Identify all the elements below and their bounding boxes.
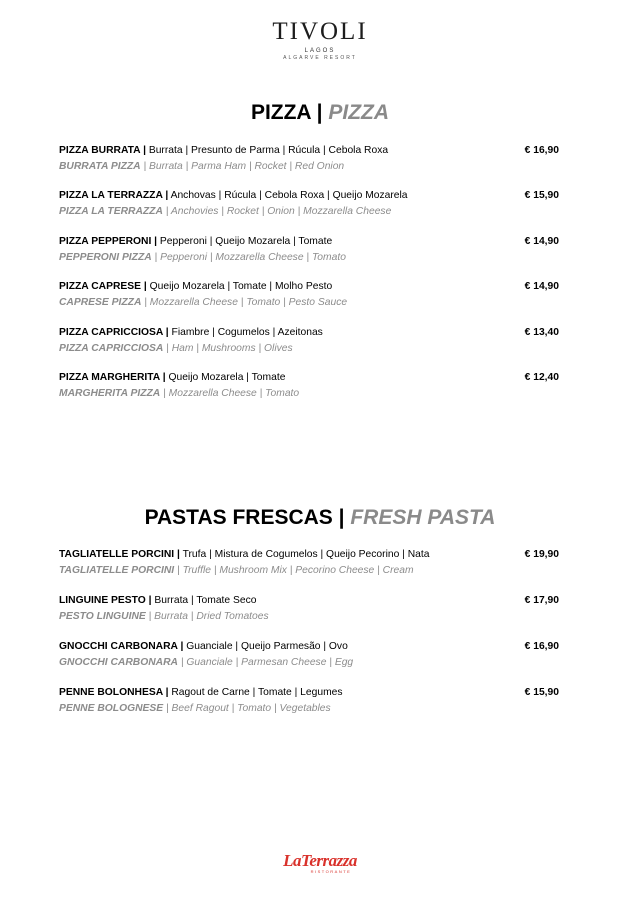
item-price: € 15,90 bbox=[524, 190, 559, 201]
menu-item bbox=[59, 640, 559, 670]
item-price: € 17,90 bbox=[524, 595, 559, 606]
section-title-pizza bbox=[0, 101, 640, 125]
menu-item bbox=[59, 371, 559, 401]
section-title-en: PIZZA bbox=[328, 101, 390, 124]
item-en-name: TAGLIATELLE PORCINI bbox=[59, 565, 175, 576]
item-price: € 16,90 bbox=[524, 145, 559, 156]
section-title-en: FRESH PASTA bbox=[350, 506, 496, 529]
item-name: PIZZA PEPPERONI | bbox=[59, 236, 158, 247]
item-en-name: BURRATA PIZZA bbox=[59, 161, 141, 172]
item-en-name: PIZZA CAPRICCIOSA bbox=[59, 343, 164, 354]
item-en-name: PIZZA LA TERRAZZA bbox=[59, 206, 163, 217]
section-title-pt: PIZZA | bbox=[250, 101, 323, 124]
item-ingredients: Ragout de Carne | Tomate | Legumes bbox=[168, 687, 343, 698]
item-name: PIZZA BURRATA | bbox=[59, 145, 146, 156]
item-en-ingredients: | Anchovies | Rocket | Onion | Mozzarella Cheese bbox=[162, 206, 392, 217]
item-ingredients: Anchovas | Rúcula | Cebola Roxa | Queijo Mozarela bbox=[168, 190, 408, 201]
item-name: PIZZA LA TERRAZZA | bbox=[59, 190, 169, 201]
item-name: PIZZA CAPRICCIOSA | bbox=[59, 327, 169, 338]
menu-item bbox=[59, 280, 559, 310]
item-name: LINGUINE PESTO | bbox=[59, 595, 152, 606]
item-en-name: GNOCCHI CARBONARA bbox=[59, 657, 178, 668]
tivoli-logo bbox=[0, 18, 640, 61]
logo-brand: TIVOLI bbox=[272, 18, 368, 45]
item-en-ingredients: | Beef Ragout | Tomato | Vegetables bbox=[163, 703, 331, 714]
item-ingredients: Queijo Mozarela | Tomate bbox=[165, 372, 286, 383]
menu-item bbox=[59, 594, 559, 624]
item-price: € 14,90 bbox=[524, 236, 559, 247]
item-price: € 12,40 bbox=[524, 372, 559, 383]
section-title-pt: PASTAS FRESCAS | bbox=[144, 506, 345, 529]
item-en-ingredients: | Guanciale | Parmesan Cheese | Egg bbox=[177, 657, 354, 668]
item-ingredients: Trufa | Mistura de Cogumelos | Queijo Pecorino | Nata bbox=[179, 549, 430, 560]
item-en-ingredients: | Ham | Mushrooms | Olives bbox=[163, 343, 293, 354]
item-en-ingredients: | Burrata | Parma Ham | Rocket | Red Onion bbox=[140, 161, 345, 172]
menu-item bbox=[59, 548, 559, 578]
item-en-ingredients: | Mozzarella Cheese | Tomato | Pesto Sauce bbox=[141, 297, 348, 308]
footer-sub: RISTORANTE bbox=[310, 869, 352, 874]
item-en-name: CAPRESE PIZZA bbox=[59, 297, 142, 308]
menu-item bbox=[59, 686, 559, 716]
item-name: PIZZA MARGHERITA | bbox=[59, 372, 166, 383]
item-en-ingredients: | Pepperoni | Mozzarella Cheese | Tomato bbox=[151, 252, 346, 263]
item-name: PENNE BOLONHESA | bbox=[59, 687, 169, 698]
item-price: € 19,90 bbox=[524, 549, 559, 560]
item-price: € 13,40 bbox=[524, 327, 559, 338]
item-name: PIZZA CAPRESE | bbox=[59, 281, 147, 292]
item-en-name: PENNE BOLOGNESE bbox=[59, 703, 164, 714]
item-en-name: PESTO LINGUINE bbox=[59, 611, 146, 622]
footer-brand: LaTerrazza bbox=[283, 851, 357, 870]
item-ingredients: Fiambre | Cogumelos | Azeitonas bbox=[168, 327, 323, 338]
item-price: € 14,90 bbox=[524, 281, 559, 292]
item-en-ingredients: | Burrata | Dried Tomatoes bbox=[145, 611, 269, 622]
item-ingredients: Pepperoni | Queijo Mozarela | Tomate bbox=[157, 236, 333, 247]
logo-resort: ALGARVE RESORT bbox=[283, 55, 357, 61]
la-terrazza-logo bbox=[0, 852, 640, 874]
logo-location: LAGOS bbox=[304, 48, 336, 54]
item-en-ingredients: | Truffle | Mushroom Mix | Pecorino Cheese | Cream bbox=[174, 565, 414, 576]
item-ingredients: Burrata | Tomate Seco bbox=[151, 595, 257, 606]
item-name: GNOCCHI CARBONARA | bbox=[59, 641, 184, 652]
item-ingredients: Burrata | Presunto de Parma | Rúcula | Cebola Roxa bbox=[145, 145, 389, 156]
item-name: TAGLIATELLE PORCINI | bbox=[59, 549, 180, 560]
item-price: € 15,90 bbox=[524, 687, 559, 698]
item-ingredients: Queijo Mozarela | Tomate | Molho Pesto bbox=[146, 281, 333, 292]
item-en-ingredients: | Mozzarella Cheese | Tomato bbox=[160, 388, 300, 399]
item-en-name: MARGHERITA PIZZA bbox=[59, 388, 161, 399]
menu-item bbox=[59, 235, 559, 265]
menu-item bbox=[59, 326, 559, 356]
menu-item bbox=[59, 144, 559, 174]
section-title-pasta bbox=[0, 506, 640, 530]
item-en-name: PEPPERONI PIZZA bbox=[59, 252, 152, 263]
menu-item bbox=[59, 189, 559, 219]
item-price: € 16,90 bbox=[524, 641, 559, 652]
item-ingredients: Guanciale | Queijo Parmesão | Ovo bbox=[183, 641, 348, 652]
